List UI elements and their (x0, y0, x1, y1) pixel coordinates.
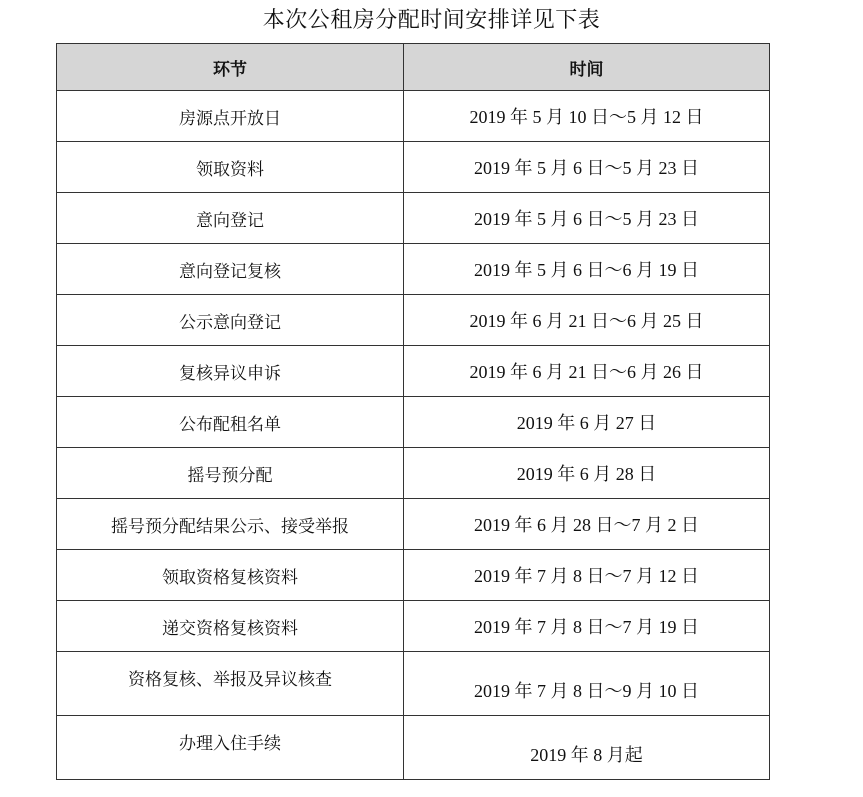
table-row (57, 448, 770, 499)
table-row (57, 346, 770, 397)
stage-cell (57, 652, 404, 716)
table-row (57, 244, 770, 295)
stage-cell: 公布配租名单 (57, 397, 404, 448)
header-stage: 环节 (57, 44, 404, 91)
time-cell: 2019 年 6 月 28 日 (404, 448, 770, 499)
time-cell: 2019 年 5 月 6 日～5 月 23 日 (404, 193, 770, 244)
time-cell (404, 716, 770, 780)
time-cell: 2019 年 7 月 8 日～7 月 19 日 (404, 601, 770, 652)
stage-cell: 房源点开放日 (57, 91, 404, 142)
stage-text: 办理入住手续 (179, 734, 281, 754)
table-row (57, 601, 770, 652)
stage-cell: 领取资格复核资料 (57, 550, 404, 601)
stage-cell: 摇号预分配结果公示、接受举报 (57, 499, 404, 550)
stage-text: 资格复核、举报及异议核查 (128, 670, 332, 690)
time-cell: 2019 年 6 月 27 日 (404, 397, 770, 448)
stage-cell (57, 716, 404, 780)
table-row (57, 193, 770, 244)
table-row (57, 295, 770, 346)
page-title: 本次公租房分配时间安排详见下表 (262, 8, 601, 33)
time-text: 2019 年 7 月 8 日～9 月 10 日 (474, 680, 699, 701)
stage-cell: 领取资料 (57, 142, 404, 193)
table-row (57, 142, 770, 193)
table-row (57, 716, 770, 780)
stage-cell: 意向登记 (57, 193, 404, 244)
time-cell: 2019 年 5 月 6 日～6 月 19 日 (404, 244, 770, 295)
schedule-table (56, 43, 770, 780)
table-row (57, 550, 770, 601)
time-text: 2019 年 8 月起 (530, 744, 643, 765)
time-cell (404, 652, 770, 716)
stage-cell: 递交资格复核资料 (57, 601, 404, 652)
time-cell: 2019 年 6 月 21 日～6 月 25 日 (404, 295, 770, 346)
stage-cell: 公示意向登记 (57, 295, 404, 346)
time-cell: 2019 年 5 月 6 日～5 月 23 日 (404, 142, 770, 193)
header-time: 时间 (404, 44, 770, 91)
stage-cell: 复核异议申诉 (57, 346, 404, 397)
stage-cell: 意向登记复核 (57, 244, 404, 295)
time-cell: 2019 年 7 月 8 日～7 月 12 日 (404, 550, 770, 601)
table-header-row (57, 44, 770, 91)
table-row (57, 397, 770, 448)
time-cell: 2019 年 5 月 10 日～5 月 12 日 (404, 91, 770, 142)
table-row (57, 91, 770, 142)
time-cell: 2019 年 6 月 21 日～6 月 26 日 (404, 346, 770, 397)
time-cell: 2019 年 6 月 28 日～7 月 2 日 (404, 499, 770, 550)
table-row (57, 499, 770, 550)
table-row (57, 652, 770, 716)
stage-cell: 摇号预分配 (57, 448, 404, 499)
